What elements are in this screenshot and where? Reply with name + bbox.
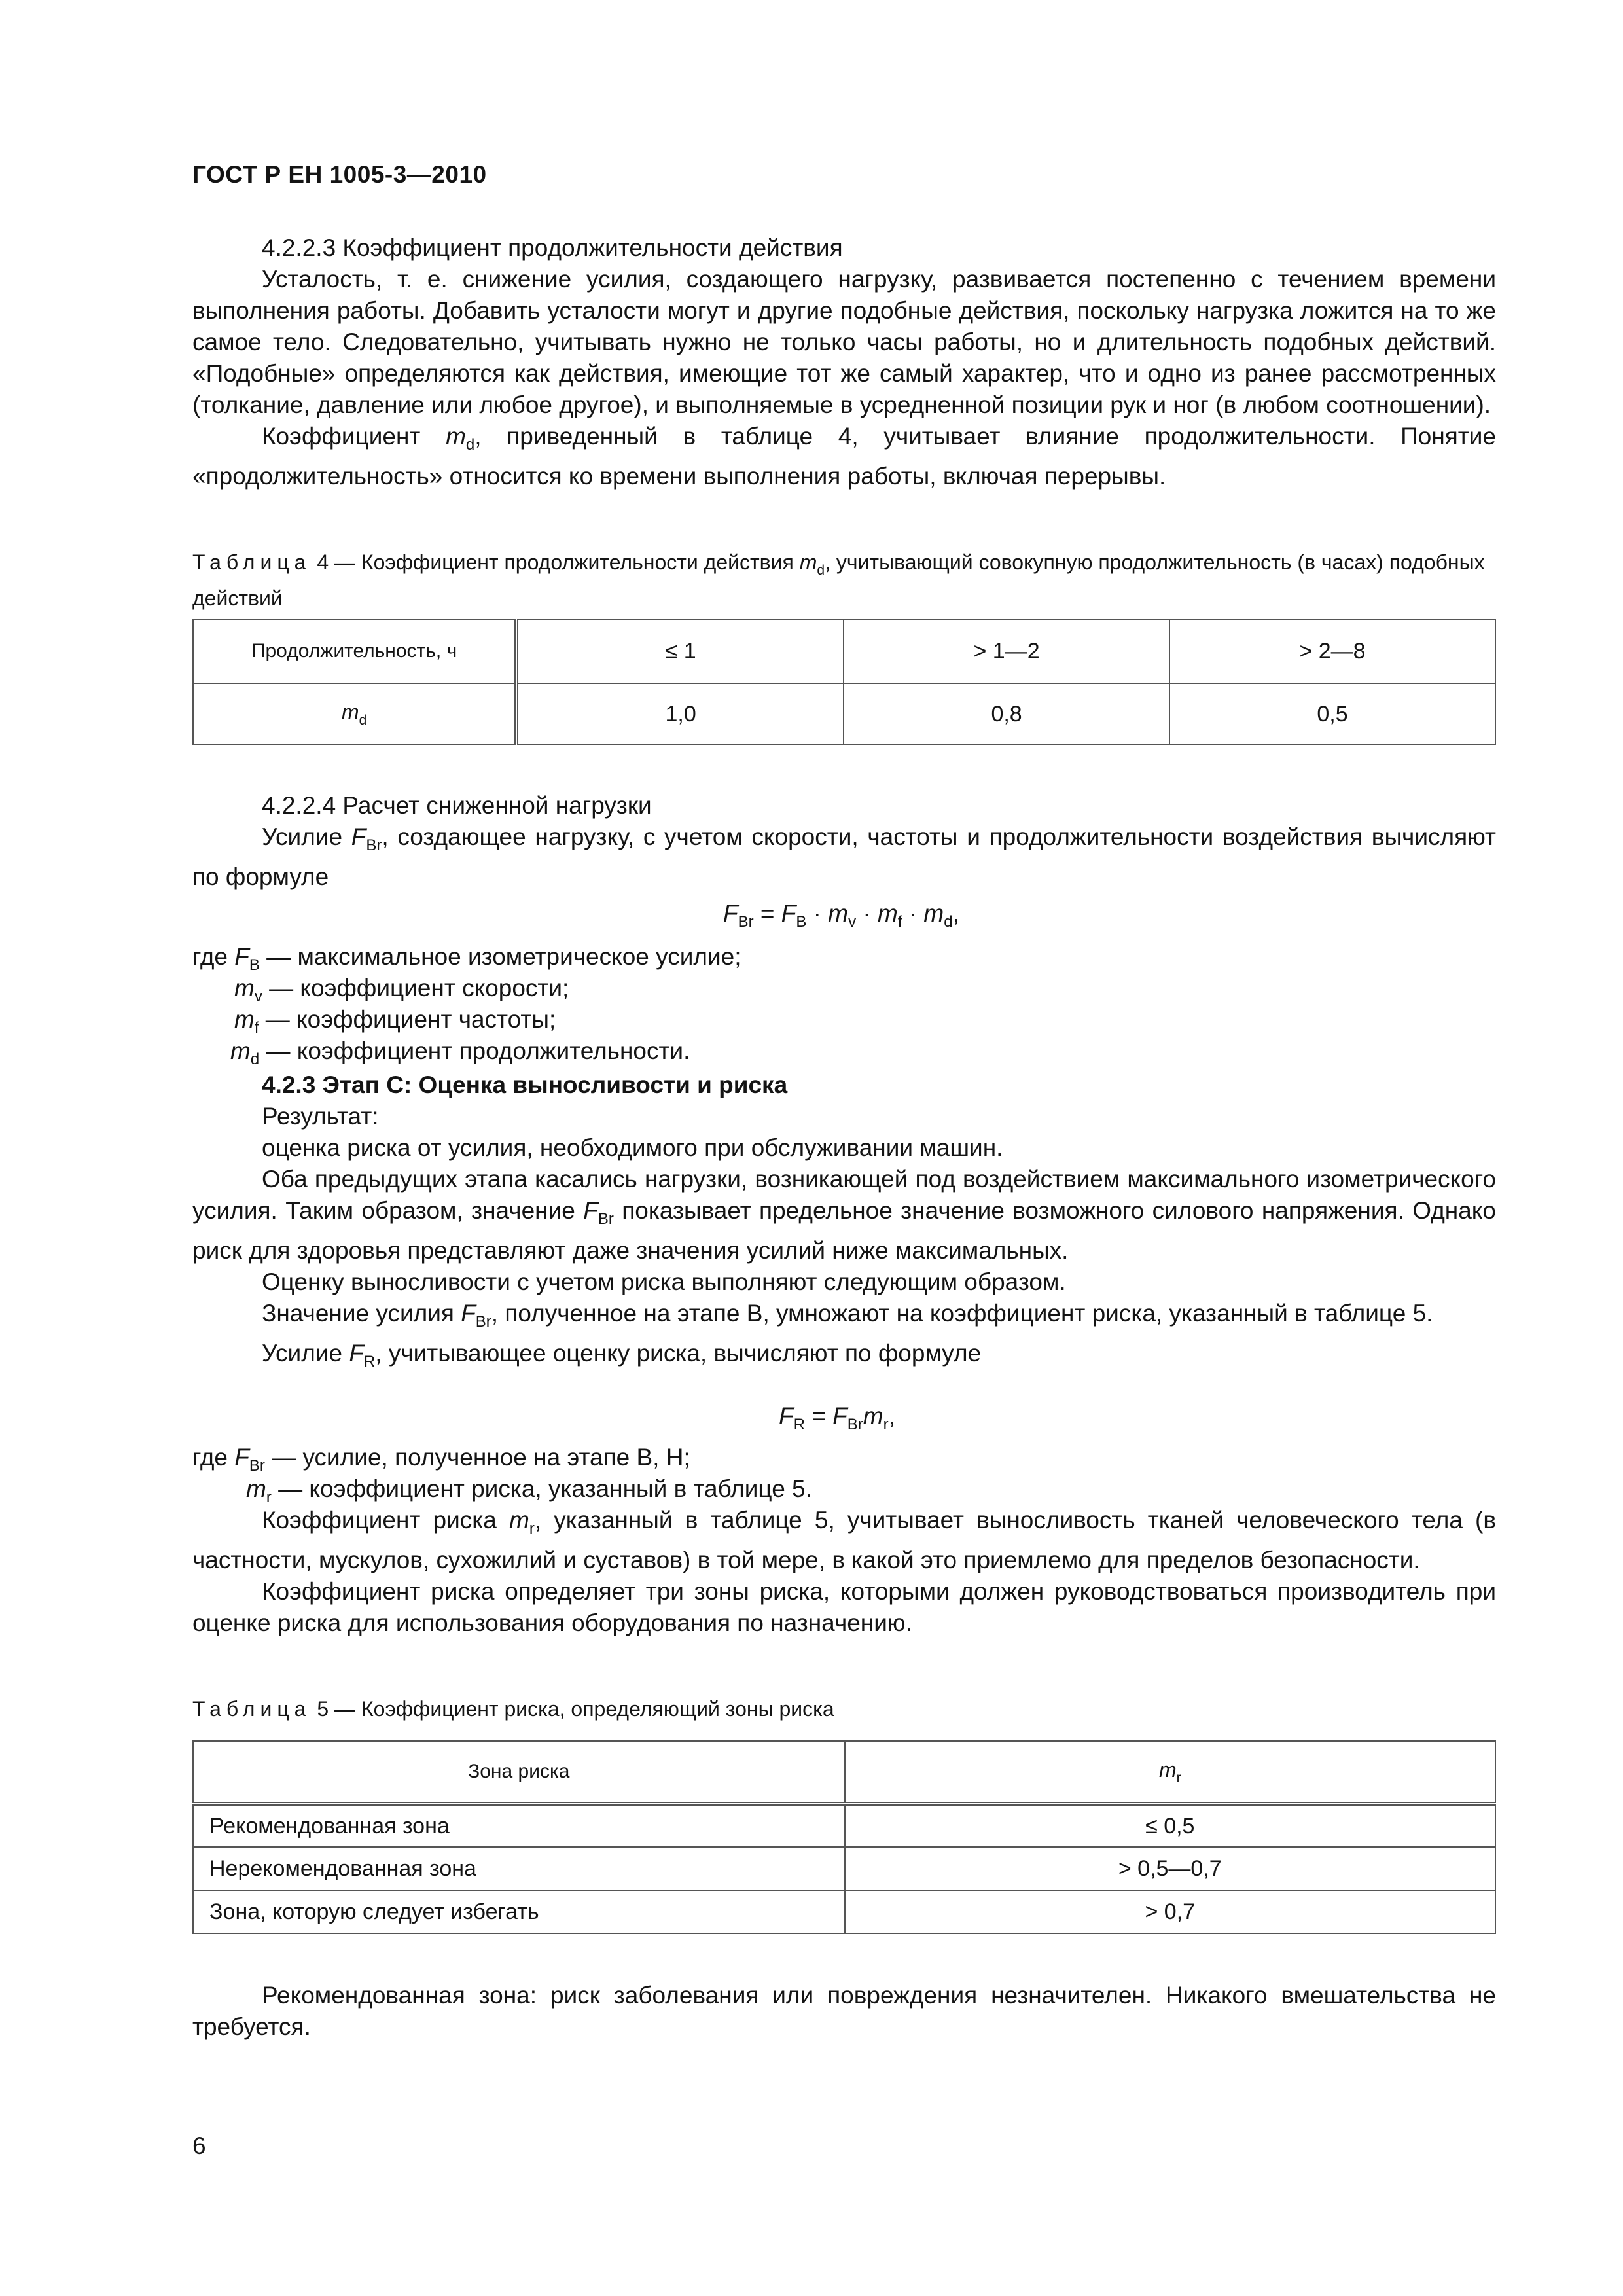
section-4-2-2-3 <box>192 232 1496 492</box>
where-item: где $F_B$ — максимальное изометрическое усилие; <box>192 943 741 974</box>
table-4-caption: Таблица 4 — Коэффициент продолжительности действия $m_d$, учитывающий совокупную продолжительность (в часах) подобных действий <box>192 550 1485 610</box>
table-cell: ≤ 0,5 <box>845 1804 1495 1847</box>
table-header-row <box>193 1741 1495 1804</box>
table-row <box>193 1890 1495 1933</box>
result-label: Результат: <box>262 1103 379 1130</box>
table-row <box>193 1847 1495 1890</box>
paragraph: Значение усилия $F_{Br}$, полученное на этапе В, умножают на коэффициент риска, указанный в таблице 5. <box>262 1300 1433 1331</box>
table-cell: Рекомендованная зона <box>193 1804 845 1847</box>
section-4-2-2-4 <box>192 790 1496 893</box>
table-header-cell: Зона риска <box>193 1741 845 1804</box>
table-row <box>193 1804 1495 1847</box>
table-cell: Нерекомендованная зона <box>193 1847 845 1890</box>
section-4-2-3 <box>192 1069 1496 1378</box>
result-text: оценка риска от усилия, необходимого при обслуживании машин. <box>262 1134 1003 1161</box>
where-item: где $F_{Br}$ — усилие, полученное на этапе В, Н; <box>192 1444 690 1475</box>
section-heading: 4.2.3 Этап С: Оценка выносливости и риска <box>262 1071 788 1098</box>
caption-label: Таблица <box>192 1697 312 1721</box>
section-4-2-3-cont <box>192 1505 1496 1639</box>
paragraph: Коэффициент риска $m_r$, указанный в таблице 5, учитывает выносливость тканей человеческого тела (в частности, мускулов, сухожилий и суставов) в той мере, в какой это приемлемо для пределов безопасности. <box>192 1507 1497 1573</box>
page-number: 6 <box>192 2132 206 2159</box>
paragraph: Оценку выносливости с учетом риска выполняют следующим образом. <box>262 1268 1066 1295</box>
formula-fbr: $F_{Br} = F_B \cdot m_v \cdot m_f \cdot m_d$, <box>723 900 959 931</box>
paragraph: Оба предыдущих этапа касались нагрузки, возникающей под воздействием максимального изометрического усилия. Таким образом, значение $F_{Br}$ показывает предельное значение возможного силового напряжения. Однако риск для здоровья представляют даже значения усилий ниже максимальных. <box>192 1166 1496 1264</box>
paragraph: Коэффициент риска определяет три зоны риска, которыми должен руководствоваться производитель при оценке риска для использования оборудования по назначению. <box>192 1578 1496 1636</box>
table-cell: 0,5 <box>1169 683 1495 745</box>
table-row <box>193 619 1495 683</box>
where-item: $m_d$ — коэффициент продолжительности. <box>230 1037 690 1068</box>
where-item: $m_v$ — коэффициент скорости; <box>234 975 569 1005</box>
table-cell: > 0,5—0,7 <box>845 1847 1495 1890</box>
formula-fr: $F_R = F_{Br}m_r$, <box>779 1403 895 1433</box>
paragraph: Коэффициент $m_d$, приведенный в таблице 4, учитывает влияние продолжительности. Понятие «продолжительность» относится ко времени выполнения работы, включая перерывы. <box>192 423 1496 490</box>
table-4 <box>192 619 1496 745</box>
document-header: ГОСТ Р ЕН 1005-3—2010 <box>192 161 487 188</box>
table-5 <box>192 1740 1496 1934</box>
paragraph: Рекомендованная зона: риск заболевания или повреждения незначителен. Никакого вмешательства не требуется. <box>192 1982 1496 2040</box>
caption-label: Таблица <box>192 550 312 574</box>
table-cell: > 0,7 <box>845 1890 1495 1933</box>
table-cell: 0,8 <box>844 683 1169 745</box>
paragraph: Усилие $F_{Br}$, создающее нагрузку, с учетом скорости, частоты и продолжительности воздействия вычисляют по формуле <box>192 823 1496 890</box>
table-row <box>193 683 1495 745</box>
table-cell: 1,0 <box>516 683 844 745</box>
where-item: $m_f$ — коэффициент частоты; <box>234 1006 556 1037</box>
table-cell: $m_d$ <box>193 683 516 745</box>
where-list-2 <box>192 1442 812 1506</box>
paragraph: Усталость, т. е. снижение усилия, создающего нагрузку, развивается постепенно с течением времени выполнения работы. Добавить усталости могут и другие подобные действия, поскольку нагрузка ложится на то же самое тело. Следовательно, учитывать нужно не только часы работы, но и длительность подобных действий. «Подобные» определяются как действия, имеющие тот же самый характер, что и одно из ранее рассмотренных (толкание, давление или любое другое), и выполняемые в усредненной позиции рук и ног (в любом соотношении). <box>192 266 1496 418</box>
table-cell: Зона, которую следует избегать <box>193 1890 845 1933</box>
table-header-cell: $m_r$ <box>845 1741 1495 1804</box>
table-cell: ≤ 1 <box>516 619 844 683</box>
table-cell: > 1—2 <box>844 619 1169 683</box>
where-item: $m_r$ — коэффициент риска, указанный в таблице 5. <box>246 1475 812 1506</box>
table-cell: Продолжительность, ч <box>193 619 516 683</box>
final-paragraph-block <box>192 1980 1496 2043</box>
paragraph: Усилие $F_R$, учитывающее оценку риска, вычисляют по формуле <box>262 1340 982 1371</box>
section-heading: 4.2.2.3 Коэффициент продолжительности действия <box>262 234 843 261</box>
where-list-1 <box>192 941 741 1067</box>
table-5-caption: Таблица 5 — Коэффициент риска, определяющий зоны риска <box>192 1697 834 1721</box>
section-heading: 4.2.2.4 Расчет сниженной нагрузки <box>262 792 652 819</box>
table-cell: > 2—8 <box>1169 619 1495 683</box>
